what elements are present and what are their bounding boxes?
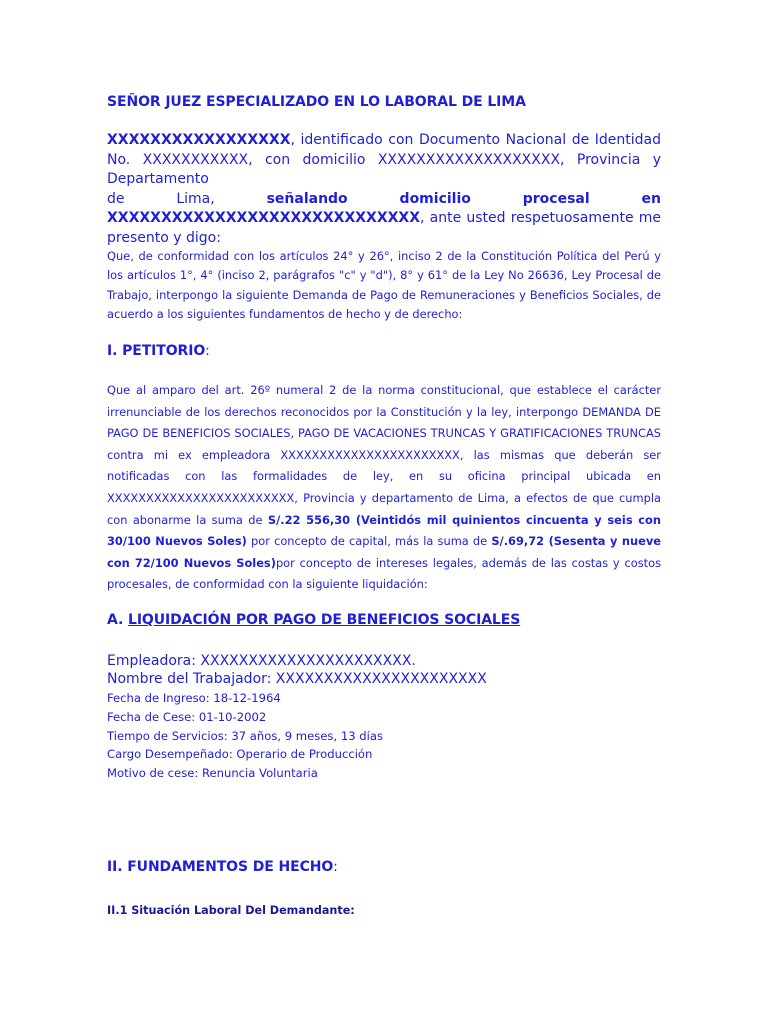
detail-item: Fecha de Cese: 01-10-2002	[107, 709, 267, 724]
detail-item: Fecha de Ingreso: 18-12-1964	[107, 691, 281, 705]
petitorio-text-2: por concepto de capital, más la suma de	[246, 534, 492, 549]
petitorio-paragraph	[107, 380, 661, 596]
document-title	[107, 94, 661, 110]
subsection-heading	[107, 904, 661, 917]
intro-paragraph	[107, 131, 661, 248]
section-hechos-heading: II. FUNDAMENTOS DE HECHO:	[107, 859, 338, 875]
preamble-paragraph	[107, 247, 661, 324]
intro-text-1: , identificado con Documento Nacional de Identidad No. XXXXXXXXXXX, con domicilio XXXXXXXXXXXXXXXXXXX, Provincia y Departamento	[107, 132, 661, 187]
detail-item: Motivo de cese: Renuncia Voluntaria	[107, 766, 318, 781]
liquidation-details	[107, 689, 661, 783]
title-text: SEÑOR JUEZ ESPECIALIZADO EN LO LABORAL DE LIMA	[107, 94, 526, 110]
worker-line: Nombre del Trabajador: XXXXXXXXXXXXXXXXXXXXXX	[107, 671, 487, 687]
detail-item: Tiempo de Servicios: 37 años, 9 meses, 13 días	[107, 728, 383, 743]
subsection-title: II.1 Situación Laboral Del Demandante:	[107, 904, 355, 917]
liquidation-parties	[107, 652, 661, 688]
interest-amount: S/.69,72 (Sesenta y nueve con 72/100 Nuevos Soles)	[107, 534, 661, 570]
capital-amount: S/.22 556,30 (Veintidós mil quinientos cincuenta y seis con 30/100 Nuevos Soles)	[107, 512, 661, 549]
detail-item: Cargo Desempeñado: Operario de Producción	[107, 747, 373, 762]
petitorio-text-1: Que al amparo del art. 26º numeral 2 de la norma constitucional, que establece el carácter irrenunciable de los derechos reconocidos por la Constitución y la ley, interpongo DEMANDA DE PAGO DE BENEFICIOS SOCIALES, PAGO DE VACACIONES TRUNCAS Y GRATIFICACIONES TRUNCAS contra mi ex empleadora XXXXXXXXXXXXXXXXXXXXXXX, las mismas que deberán ser notificadas con las formalidades de ley, en su oficina principal ubicada en XXXXXXXXXXXXXXXXXXXXXXXX, Provincia y departamento de Lima, a efectos de que cumpla con abonarme la suma de	[107, 383, 661, 527]
section-title: I. PETITORIO	[107, 343, 206, 359]
intro-text-2: , ante usted respetuosamente me presento y digo:	[107, 210, 661, 246]
procedural-address: XXXXXXXXXXXXXXXXXXXXXXXXXXXXX	[107, 210, 421, 226]
plaintiff-name: XXXXXXXXXXXXXXXXX	[107, 132, 291, 148]
employer-line: Empleadora: XXXXXXXXXXXXXXXXXXXXXX.	[107, 653, 416, 669]
section-petitorio-heading: I. PETITORIO:	[107, 343, 210, 359]
liquidation-title: LIQUIDACIÓN POR PAGO DE BENEFICIOS SOCIALES	[128, 612, 521, 628]
preamble-text: Que, de conformidad con los artículos 24° y 26°, inciso 2 de la Constitución Política del Perú y los artículos 1°, 4° (inciso 2, parágrafos "c" y "d"), 8° y 61° de la Ley No 26636, Ley Procesal de Trabajo, interpongo la siguiente Demanda de Pago de Remuneraciones y Beneficios Sociales, de acuerdo a los siguientes fundamentos de hecho y de derecho:	[107, 249, 661, 321]
section-title: II. FUNDAMENTOS DE HECHO	[107, 859, 334, 875]
intro-justified-line: de Lima, señalando domicilio procesal en	[107, 190, 661, 207]
section-a-heading: A. LIQUIDACIÓN POR PAGO DE BENEFICIOS SOCIALES	[107, 612, 521, 628]
petitorio-text-3: por concepto de intereses legales, además de las costas y costos procesales, de conformidad con la siguiente liquidación:	[107, 555, 662, 592]
